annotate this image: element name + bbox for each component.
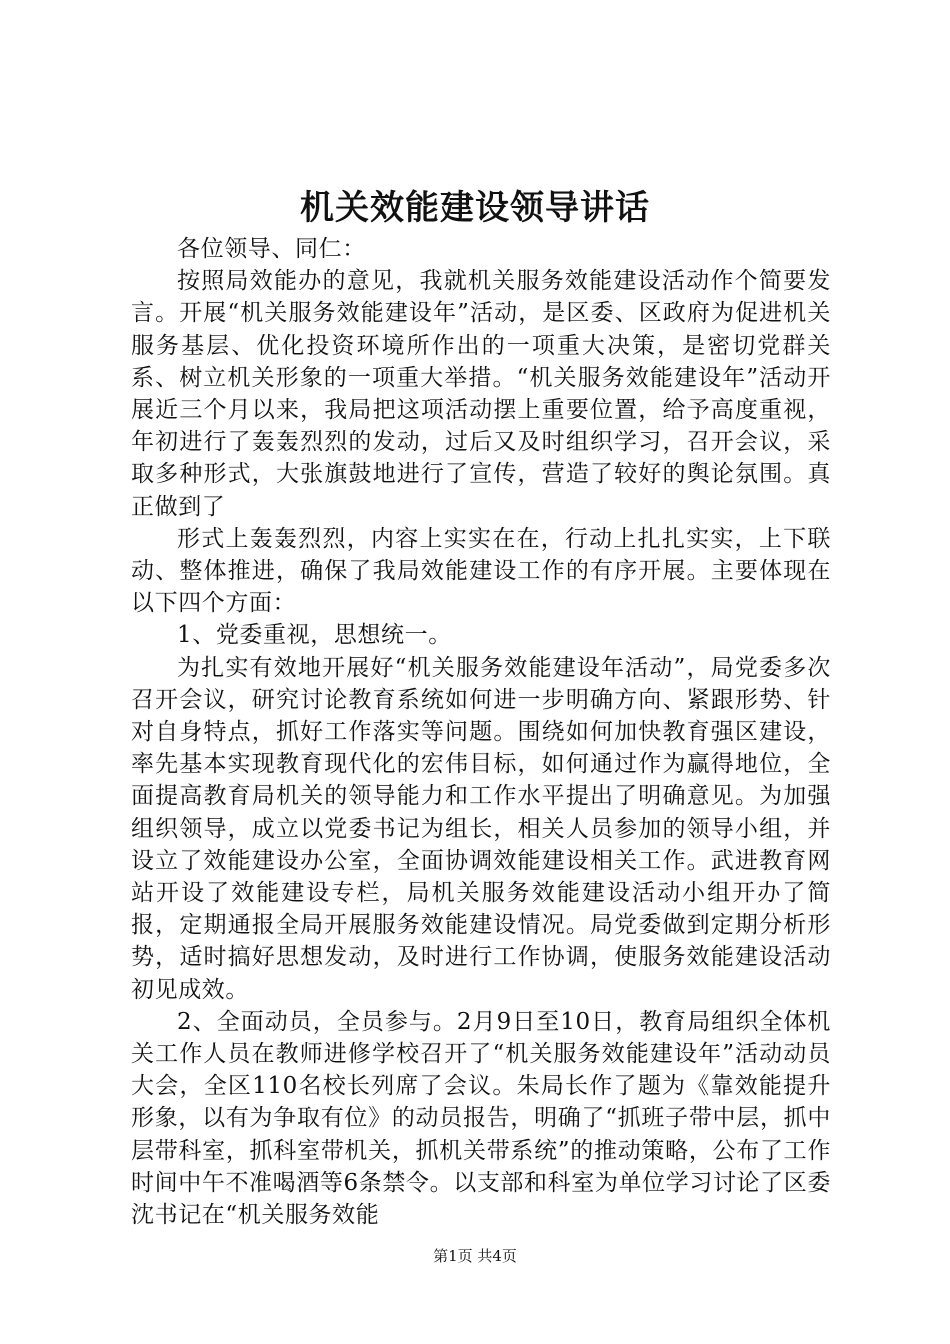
salutation-paragraph: 各位领导、同仁： [177,236,366,262]
document-body [131,233,831,1231]
summary-paragraph: 形式上轰轰烈烈，内容上实实在在，行动上扎扎实实，上下联动、整体推进，确保了我局效能建设工作的有序开展。主要体现在以下四个方面： [131,525,831,617]
section-heading-1: 1、党委重视，思想统一。 [177,622,452,649]
page-footer: 第1页 共4页 [433,1247,517,1265]
section-1-paragraph: 为扎实有效地开展好“机关服务效能建设年活动”，局党委多次召开会议，研究讨论教育系统如何进一步明确方向、紧跟形势、针对自身特点，抓好工作落实等问题。围绕如何加快教育强区建设，率先基本实现教育现代化的宏伟目标，如何通过作为赢得地位，全面提高教育局机关的领导能力和工作水平提出了明确意见。为加强组织领导，成立以党委书记为组长，相关人员参加的领导小组，并设立了效能建设办公室，全面协调效能建设相关工作。武进教育网站开设了效能建设专栏，局机关服务效能建设活动小组开办了简报，定期通报全局开展服务效能建设情况。局党委做到定期分析形势，适时搞好思想发动，及时进行工作协调，使服务效能建设活动初见成效。 [131,654,831,1003]
intro-paragraph: 按照局效能办的意见，我就机关服务效能建设活动作个简要发言。开展“机关服务效能建设年”活动，是区委、区政府为促进机关服务基层、优化投资环境所作出的一项重大决策，是密切党群关系、树立机关形象的一项重大举措。“机关服务效能建设年”活动开展近三个月以来，我局把这项活动摆上重要位置，给予高度重视，年初进行了轰轰烈烈的发动，过后又及时组织学习，召开会议，采取多种形式，大张旗鼓地进行了宣传，营造了较好的舆论氛围。真正做到了 [131,268,831,520]
section-2-paragraph: 2、全面动员，全员参与。2月9日至10日，教育局组织全体机关工作人员在教师进修学校召开了“机关服务效能建设年”活动动员大会，全区110名校长列席了会议。朱局长作了题为《靠效能提升形象，以有为争取有位》的动员报告，明确了“抓班子带中层，抓中层带科室，抓科室带机关，抓机关带系统”的推动策略，公布了工作时间中午不准喝酒等6条禁令。以支部和科室为单位学习讨论了区委沈书记在“机关服务效能 [131,1008,831,1229]
document-title: 机关效能建设领导讲话 [300,188,650,228]
